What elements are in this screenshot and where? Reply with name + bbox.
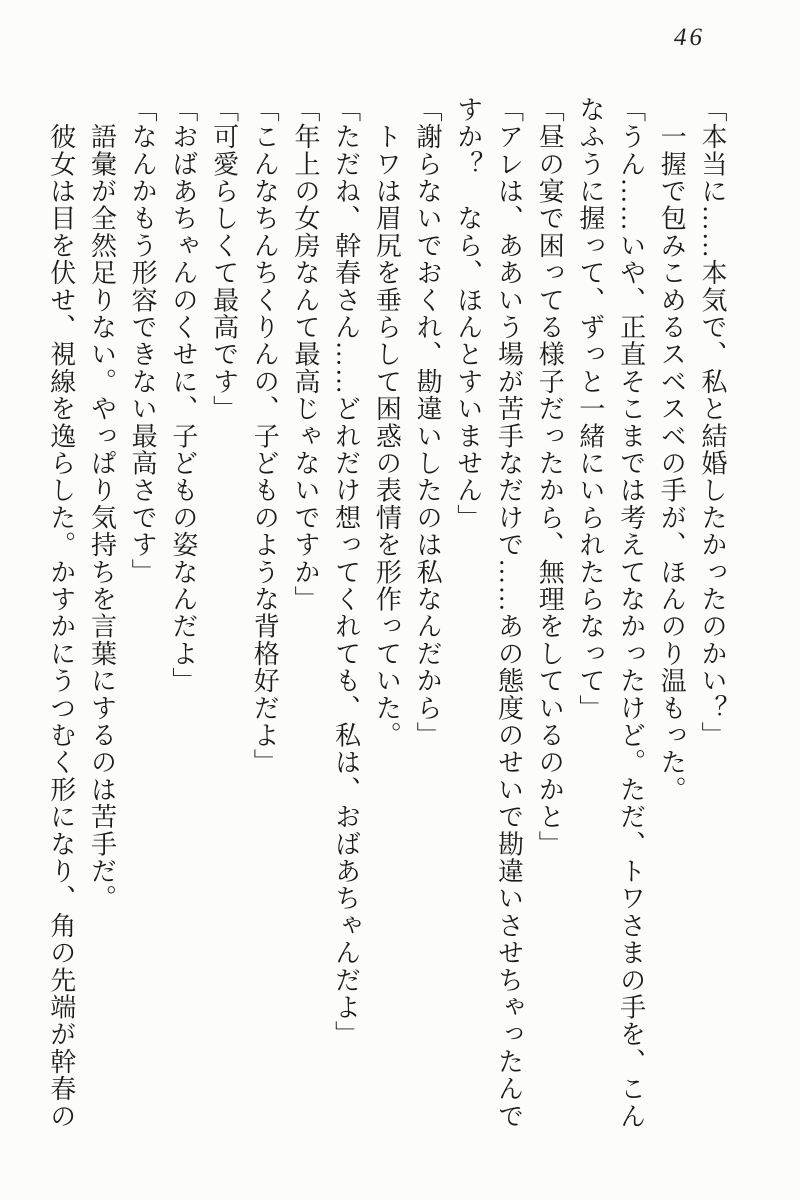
text-line: 彼女は目を伏せ、視線を逸らした。かすかにうつむく形になり、角の先端が幹春の [46, 96, 76, 1130]
text-line: 「本当に……本気で、私と結婚したかったのかい？」 [698, 96, 727, 749]
text-line: 「なんかもう形容できない最高さです」 [128, 96, 158, 586]
text-line: 「可愛らしくて最高です」 [209, 96, 239, 423]
vertical-text-block [40, 96, 732, 1138]
text-line: 「昼の宴で困ってる様子だったから、無理をしているのかと」 [535, 96, 565, 858]
page-number: 46 [674, 24, 705, 51]
text-line: 「アレは、ああいう場が苦手なだけで……あの態度のせいで勘違いさせちゃったんで [494, 96, 524, 1130]
text-line: 「年上の女房なんて最高じゃないですか」 [290, 96, 320, 613]
text-line: 語彙が全然足りない。やっぱり気持ちを言葉にするのは苦手だ。 [87, 96, 117, 912]
text-line: 「ただね、幹春さん……どれだけ想ってくれても、私は、おばあちゃんだよ」 [331, 96, 361, 1048]
text-line: 「こんなちんちくりんの、子どものような背格好だよ」 [250, 96, 280, 776]
text-line: 「うん……いや、正直そこまでは考えてなかったけど。ただ、トワさまの手を、こん [616, 96, 646, 1130]
text-line: 一握で包みこめるスベスベの手が、ほんのり温もった。 [657, 96, 687, 804]
text-line: トワは眉尻を垂らして困惑の表情を形作っていた。 [372, 96, 402, 749]
text-line: なふうに握って、ずっと一緒にいられたらなって」 [575, 96, 605, 722]
text-line: 「おばあちゃんのくせに、子どもの姿なんだよ」 [168, 96, 198, 695]
text-line: 「謝らないでおくれ、勘違いしたのは私なんだから」 [413, 96, 443, 749]
text-line: すか？ なら、ほんとすいません」 [453, 96, 483, 532]
